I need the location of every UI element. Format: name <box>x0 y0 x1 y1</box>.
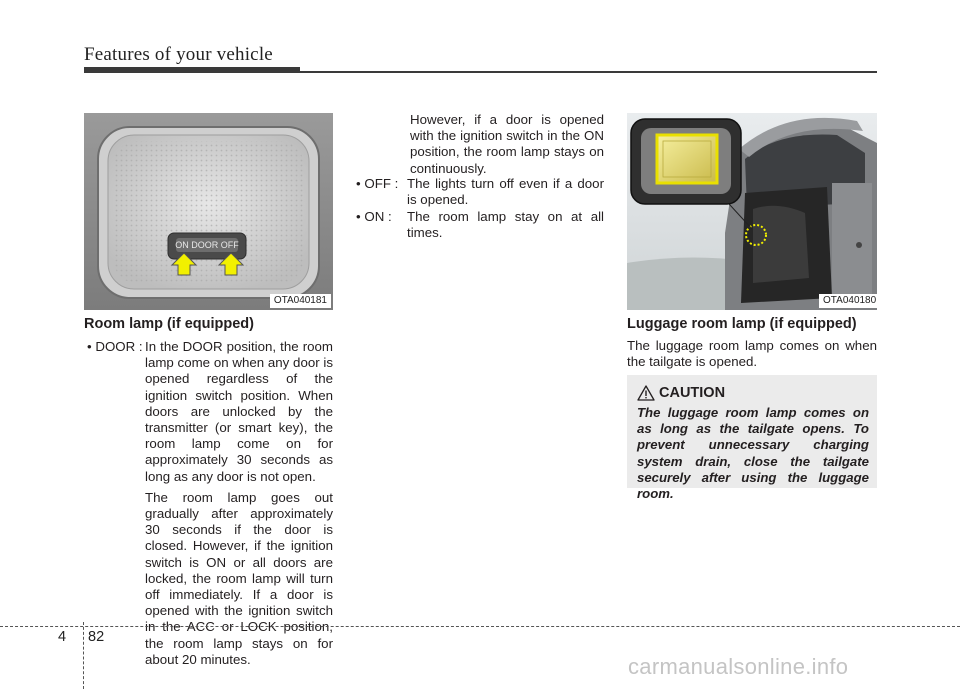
off-definition <box>356 176 604 210</box>
door-paragraph-3: However, if a door is opened with the ignition switch in the ON position, the room lamp stays on continuously. <box>410 112 604 176</box>
room-lamp-photo <box>84 113 333 310</box>
luggage-lamp-photo-label: OTA040180 <box>819 294 877 308</box>
chapter-number: 4 <box>58 629 67 645</box>
door-paragraph-1: In the DOOR position, the room lamp come on when any door is opened regardless of the ignition switch position. When doors are unlocked by the transmitter (or smart key), the room lamp come on for approximately 30 seconds as long as any door is not open. <box>145 339 333 484</box>
switch-label: ON DOOR OFF <box>175 240 239 250</box>
luggage-lamp-heading: Luggage room lamp (if equipped) <box>627 316 857 332</box>
footer-rule <box>0 626 960 627</box>
off-key: • OFF : <box>356 176 399 191</box>
off-text: The lights turn off even if a door is opened. <box>407 176 604 208</box>
caution-text: The luggage room lamp comes on as long as the tailgate opens. To prevent unnecessary charging system drain, close the tailgate securely after using the luggage room. <box>637 405 869 502</box>
luggage-lamp-text: The luggage room lamp comes on when the tailgate is opened. <box>627 338 877 370</box>
on-text: The room lamp stay on at all times. <box>407 209 604 241</box>
door-paragraph-2: The room lamp goes out gradually after approximately 30 seconds if the door is closed. However, if the ignition switch is ON or all doors are locked, the room lamp will turn off immediately. If a door is opened with the ignition switch in the ACC or LOCK position, the room lamp stays on for about 20 minutes. <box>145 489 333 667</box>
on-definition <box>356 209 604 243</box>
page-header-title: Features of your vehicle <box>84 44 273 65</box>
header-rule-thin <box>300 71 877 73</box>
caution-title: CAUTION <box>659 385 726 401</box>
page-number: 82 <box>88 629 105 645</box>
luggage-lamp-photo <box>627 113 877 310</box>
header-rule-thick <box>84 67 300 73</box>
room-lamp-heading: Room lamp (if equipped) <box>84 316 254 332</box>
footer-divider <box>83 622 84 689</box>
on-key: • ON : <box>356 209 392 224</box>
caution-box <box>627 375 877 502</box>
door-key: • DOOR : <box>87 339 143 354</box>
watermark-text: carmanualsonline.info <box>628 654 849 679</box>
room-lamp-photo-label: OTA040181 <box>270 294 331 308</box>
warning-triangle-icon <box>637 385 655 406</box>
